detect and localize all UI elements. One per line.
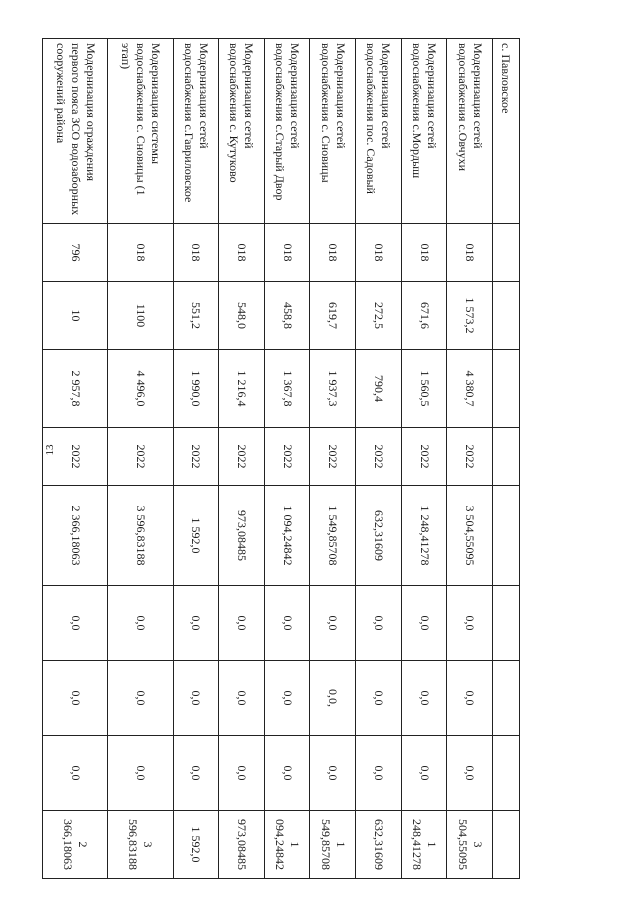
code-cell: 796 [43, 224, 108, 282]
region-empty-cell [493, 661, 520, 736]
project-name: Модернизация сетей водоснабжения с. Кутуково [219, 39, 265, 224]
value-cell: 548,0 [219, 282, 265, 350]
value-cell: 0,0 [108, 661, 173, 736]
value-cell: 0,0 [401, 586, 447, 661]
project-name: Модернизация сетей водоснабжения пос. Садовый [356, 39, 402, 224]
value-cell: 4 380,7 [447, 350, 493, 428]
total-cell: 1 094,24842 [264, 486, 310, 586]
final-cell: 1 549,85708 [310, 811, 356, 879]
region-empty-cell [493, 350, 520, 428]
value-cell: 0,0, [310, 661, 356, 736]
region-empty-cell [493, 486, 520, 586]
value-cell: 619,7 [310, 282, 356, 350]
value-cell: 551,2 [173, 282, 219, 350]
value-cell: 0,0 [173, 736, 219, 811]
value-cell: 0,0 [356, 586, 402, 661]
year-cell: 2022 [108, 428, 173, 486]
project-name: Модернизация сетей водоснабжения с.Старый Двор [264, 39, 310, 224]
year-cell: 2022 [43, 428, 108, 486]
value-cell: 2 957,8 [43, 350, 108, 428]
value-cell: 272,5 [356, 282, 402, 350]
value-cell: 0,0 [108, 586, 173, 661]
total-cell: 632,31609 [356, 486, 402, 586]
value-cell: 0,0 [401, 736, 447, 811]
code-cell: 018 [108, 224, 173, 282]
year-cell: 2022 [401, 428, 447, 486]
value-cell: 0,0 [310, 586, 356, 661]
region-row [493, 39, 520, 879]
project-name: Модернизация системы водоснабжения с. Сновицы (1 этап) [108, 39, 173, 224]
final-cell: 1 592,0 [173, 811, 219, 879]
value-cell: 10 [43, 282, 108, 350]
value-cell: 0,0 [108, 736, 173, 811]
project-name: Модернизация сетей водоснабжения с.Овчухи [447, 39, 493, 224]
value-cell: 0,0 [173, 661, 219, 736]
value-cell: 0,0 [219, 586, 265, 661]
total-cell: 1 248,41278 [401, 486, 447, 586]
final-cell: 3 504,55095 [447, 811, 493, 879]
year-cell: 2022 [264, 428, 310, 486]
value-cell: 458,8 [264, 282, 310, 350]
total-cell: 2 366,18063 [43, 486, 108, 586]
year-cell: 2022 [447, 428, 493, 486]
region-empty-cell [493, 811, 520, 879]
project-name: Модернизация ограждения первого пояса ЗСО водозаборных сооружений района [43, 39, 108, 224]
value-cell: 0,0 [264, 661, 310, 736]
table-row [310, 39, 356, 879]
table-row [447, 39, 493, 879]
project-name: Модернизация сетей водоснабжения с.Мордыш [401, 39, 447, 224]
value-cell: 0,0 [447, 736, 493, 811]
value-cell: 0,0 [264, 736, 310, 811]
value-cell: 1 560,5 [401, 350, 447, 428]
table-row [401, 39, 447, 879]
value-cell: 1 216,4 [219, 350, 265, 428]
region-empty-cell [493, 586, 520, 661]
value-cell: 0,0 [447, 661, 493, 736]
value-cell: 0,0 [219, 736, 265, 811]
code-cell: 018 [356, 224, 402, 282]
final-cell: 1 248,41278 [401, 811, 447, 879]
value-cell: 0,0 [43, 586, 108, 661]
region-empty-cell [493, 736, 520, 811]
value-cell: 0,0 [447, 586, 493, 661]
value-cell: 0,0 [356, 736, 402, 811]
value-cell: 0,0 [173, 586, 219, 661]
table-row [108, 39, 173, 879]
value-cell: 671,6 [401, 282, 447, 350]
page-number: 13 [44, 444, 56, 456]
value-cell: 0,0 [310, 736, 356, 811]
year-cell: 2022 [356, 428, 402, 486]
total-cell: 3 596,83188 [108, 486, 173, 586]
total-cell: 973,08485 [219, 486, 265, 586]
final-cell: 973,08485 [219, 811, 265, 879]
value-cell: 1 937,3 [310, 350, 356, 428]
region-name: с. Павловское [493, 39, 520, 224]
budget-table [42, 38, 520, 879]
final-cell: 2 366,18063 [43, 811, 108, 879]
code-cell: 018 [264, 224, 310, 282]
region-empty-cell [493, 224, 520, 282]
value-cell: 0,0 [401, 661, 447, 736]
final-cell: 632,31609 [356, 811, 402, 879]
table-row [219, 39, 265, 879]
final-cell: 1 094,24842 [264, 811, 310, 879]
project-name: Модернизация сетей водоснабжения с. Сновицы [310, 39, 356, 224]
value-cell: 0,0 [264, 586, 310, 661]
year-cell: 2022 [310, 428, 356, 486]
value-cell: 1 573,2 [447, 282, 493, 350]
table-rotated-container [42, 38, 520, 878]
total-cell: 1 592,0 [173, 486, 219, 586]
table-row [43, 39, 108, 879]
table-body [43, 39, 520, 879]
year-cell: 2022 [173, 428, 219, 486]
table-row [264, 39, 310, 879]
table-row [173, 39, 219, 879]
year-cell: 2022 [219, 428, 265, 486]
region-empty-cell [493, 428, 520, 486]
value-cell: 1 990,0 [173, 350, 219, 428]
table-row [356, 39, 402, 879]
value-cell: 4 496,0 [108, 350, 173, 428]
value-cell: 790,4 [356, 350, 402, 428]
project-name: Модернизация сетей водоснабжения с.Гавриловское [173, 39, 219, 224]
code-cell: 018 [310, 224, 356, 282]
value-cell: 0,0 [43, 736, 108, 811]
value-cell: 0,0 [43, 661, 108, 736]
total-cell: 1 549,85708 [310, 486, 356, 586]
value-cell: 0,0 [219, 661, 265, 736]
code-cell: 018 [219, 224, 265, 282]
final-cell: 3 596,83188 [108, 811, 173, 879]
total-cell: 3 504,55095 [447, 486, 493, 586]
region-empty-cell [493, 282, 520, 350]
value-cell: 0,0 [356, 661, 402, 736]
value-cell: 1 367,8 [264, 350, 310, 428]
value-cell: 1100 [108, 282, 173, 350]
code-cell: 018 [447, 224, 493, 282]
code-cell: 018 [173, 224, 219, 282]
code-cell: 018 [401, 224, 447, 282]
